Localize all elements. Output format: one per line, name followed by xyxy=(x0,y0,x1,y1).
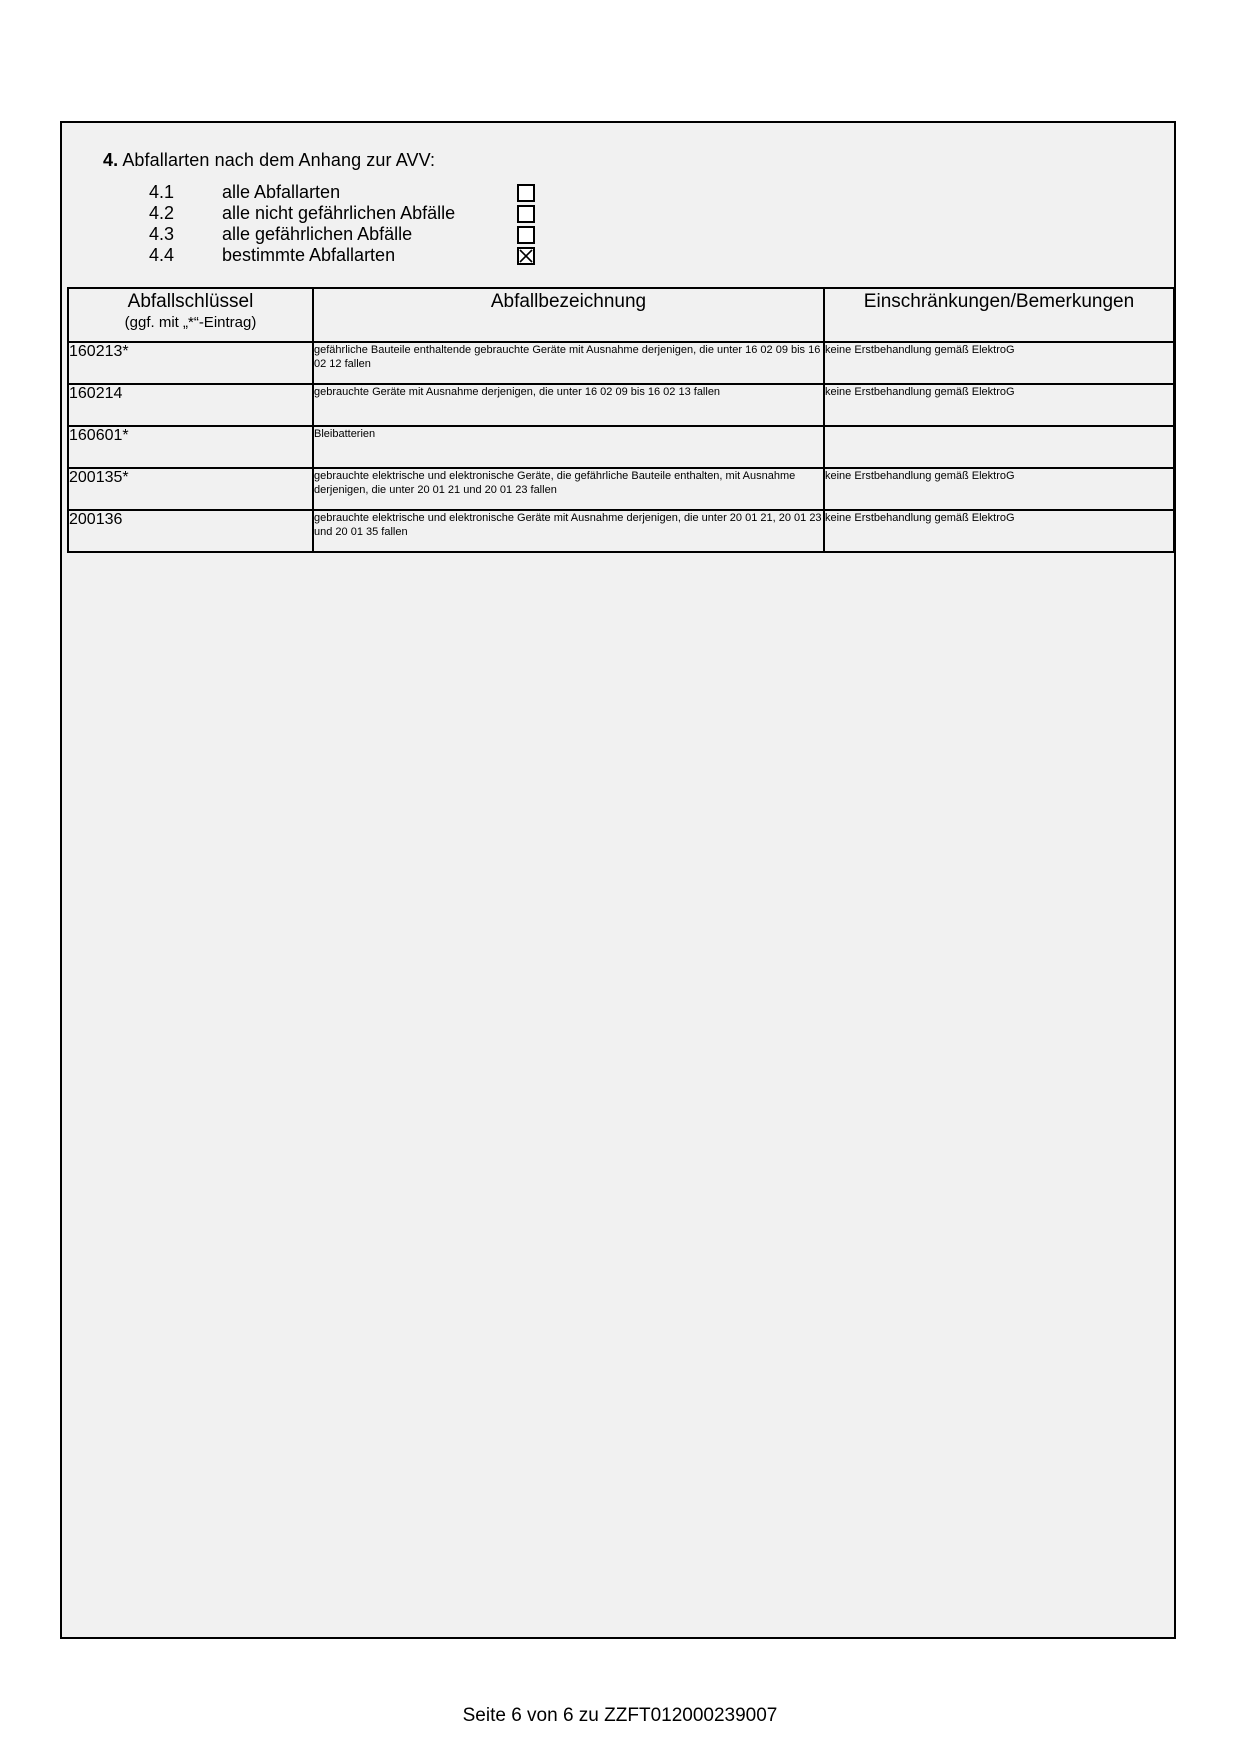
option-checkbox-unchecked[interactable] xyxy=(517,184,535,202)
option-checkbox-unchecked[interactable] xyxy=(517,226,535,244)
section-number: 4. xyxy=(103,150,119,170)
section-heading xyxy=(103,150,435,171)
waste-code-cell: 160214 xyxy=(68,384,313,426)
option-row-4-3 xyxy=(62,224,662,245)
form-section-box xyxy=(60,121,1176,1639)
remarks-cell: keine Erstbehandlung gemäß ElektroG xyxy=(824,510,1174,552)
header-waste-code-sublabel: (ggf. mit „*“-Eintrag) xyxy=(124,314,257,331)
option-row-4-2 xyxy=(62,203,662,224)
header-waste-description xyxy=(313,288,824,342)
table-row xyxy=(68,384,1174,426)
header-waste-code xyxy=(68,288,313,342)
header-remarks-label: Einschränkungen/Bemerkungen xyxy=(863,291,1135,312)
option-number: 4.4 xyxy=(149,245,175,265)
table-row xyxy=(68,426,1174,468)
header-waste-description-label: Abfallbezeichnung xyxy=(490,291,647,312)
waste-description-cell: gebrauchte Geräte mit Ausnahme derjenigen, die unter 16 02 09 bis 16 02 13 fallen xyxy=(313,384,824,426)
option-label: bestimmte Abfallarten xyxy=(222,245,396,265)
section-title: Abfallarten nach dem Anhang zur AVV: xyxy=(122,150,436,170)
remarks-cell: keine Erstbehandlung gemäß ElektroG xyxy=(824,342,1174,384)
waste-description-cell: gefährliche Bauteile enthaltende gebrauchte Geräte mit Ausnahme derjenigen, die unter 16 02 09 bis 16 02 12 fallen xyxy=(313,342,824,384)
table-header-row xyxy=(68,288,1174,342)
remarks-cell xyxy=(824,426,1174,468)
table-row xyxy=(68,510,1174,552)
waste-description-cell: Bleibatterien xyxy=(313,426,824,468)
waste-description-cell: gebrauchte elektrische und elektronische Geräte mit Ausnahme derjenigen, die unter 20 01 21, 20 01 23 und 20 01 35 fallen xyxy=(313,510,824,552)
option-label: alle gefährlichen Abfälle xyxy=(222,224,413,244)
option-row-4-1 xyxy=(62,182,662,203)
option-label: alle nicht gefährlichen Abfälle xyxy=(222,203,456,223)
waste-code-cell: 200135* xyxy=(68,468,313,510)
option-number: 4.3 xyxy=(149,224,175,244)
option-label: alle Abfallarten xyxy=(222,182,341,202)
option-number: 4.1 xyxy=(149,182,175,202)
waste-types-table xyxy=(67,287,1175,553)
check-x-icon xyxy=(519,249,533,263)
option-checkbox-checked[interactable] xyxy=(517,247,535,265)
waste-description-cell: gebrauchte elektrische und elektronische Geräte, die gefährliche Bauteile enthalten, mit Ausnahme derjenigen, die unter 20 01 21 und 20 01 23 fallen xyxy=(313,468,824,510)
table-row xyxy=(68,468,1174,510)
option-row-4-4 xyxy=(62,245,662,266)
header-remarks xyxy=(824,288,1174,342)
option-number: 4.2 xyxy=(149,203,175,223)
table-row xyxy=(68,342,1174,384)
waste-code-cell: 160213* xyxy=(68,342,313,384)
header-waste-code-label: Abfallschlüssel xyxy=(127,291,254,312)
waste-code-cell: 200136 xyxy=(68,510,313,552)
remarks-cell: keine Erstbehandlung gemäß ElektroG xyxy=(824,468,1174,510)
remarks-cell: keine Erstbehandlung gemäß ElektroG xyxy=(824,384,1174,426)
page-footer: Seite 6 von 6 zu ZZFT012000239007 xyxy=(462,1705,778,1726)
option-checkbox-unchecked[interactable] xyxy=(517,205,535,223)
waste-code-cell: 160601* xyxy=(68,426,313,468)
